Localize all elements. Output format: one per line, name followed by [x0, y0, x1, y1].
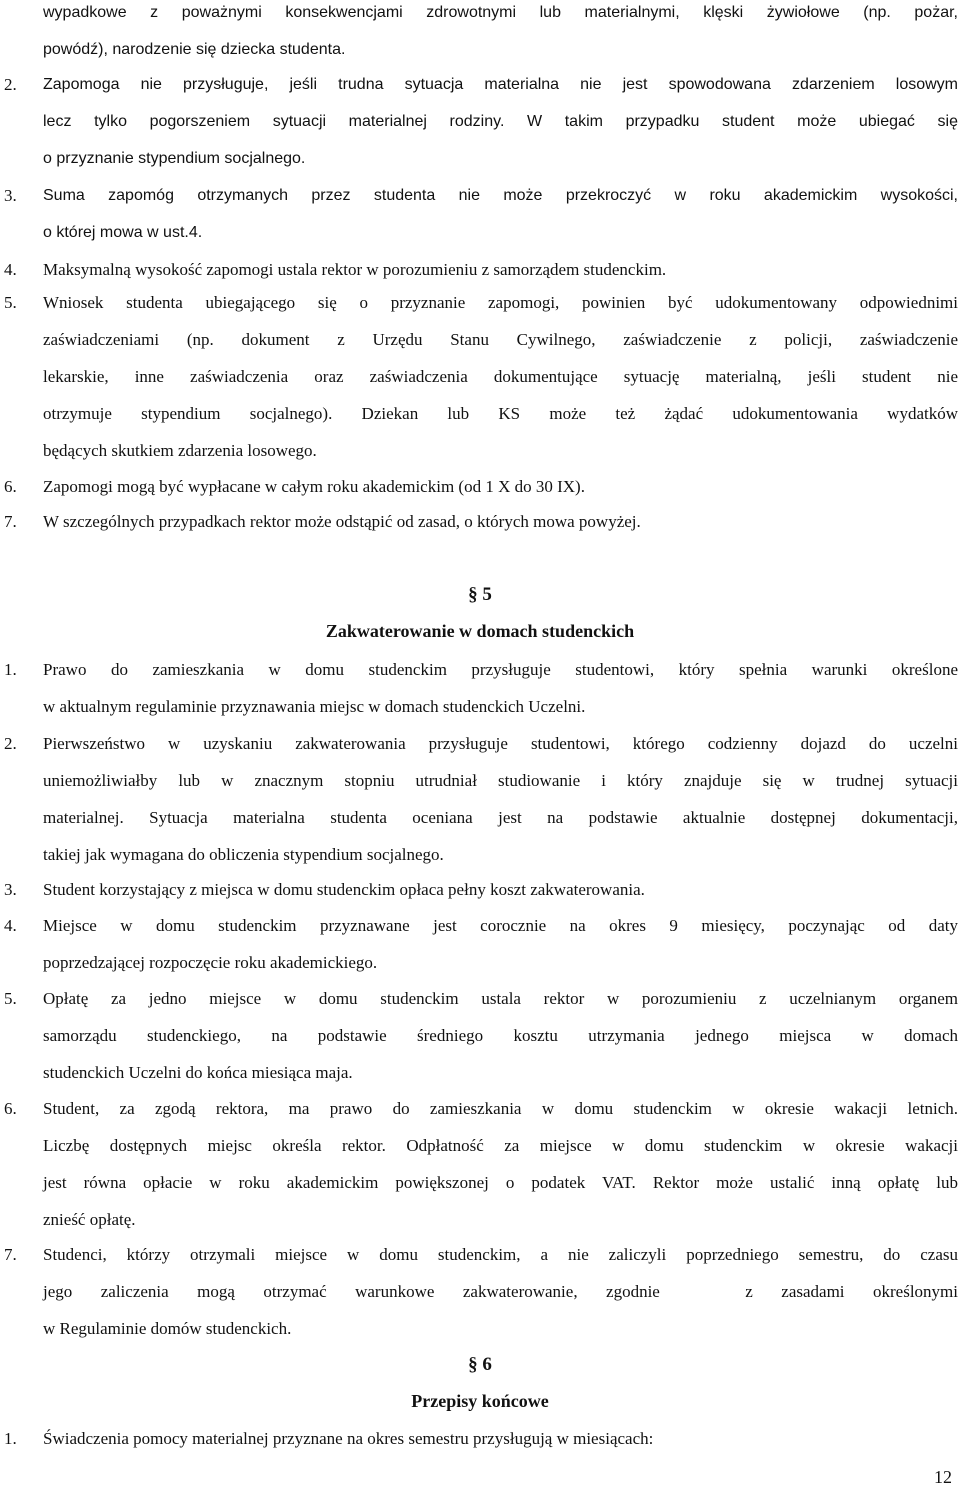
text-line: materialnej. Sytuacja materialna studenta oceniana jest na podstawie aktualnie dostępnej dokumentacji,	[43, 808, 958, 827]
text-line: otrzymuje stypendium socjalnego). Dziekan lub KS może też żądać udokumentowania wydatków	[43, 404, 958, 423]
text-line: w Regulaminie domów studenckich.	[43, 1319, 292, 1338]
text-line: Zapomogi mogą być wypłacane w całym roku akademickim (od 1 X do 30 IX).	[43, 477, 585, 496]
item-number: 6.	[4, 1099, 17, 1118]
section-title: Zakwaterowanie w domach studenckich	[325, 621, 635, 641]
text-line: Zapomoga nie przysługuje, jeśli trudna sytuacja materialna nie jest spowodowana zdarzeniem losowym	[43, 76, 958, 93]
text-line: Maksymalną wysokość zapomogi ustala rektor w porozumieniu z samorządem studenckim.	[43, 260, 667, 279]
text-line: uniemożliwiałby lub w znacznym stopniu utrudniał studiowanie i który znajduje się w trudnej sytuacji	[43, 771, 958, 790]
section-sign: § 6	[468, 1354, 492, 1375]
text-line: takiej jak wymagana do obliczenia stypendium socjalnego.	[43, 845, 444, 864]
text-line: w aktualnym regulaminie przyznawania miejsc w domach studenckich Uczelni.	[43, 697, 586, 716]
item-number: 5.	[4, 989, 17, 1008]
text-line: Suma zapomóg otrzymanych przez studenta nie może przekroczyć w roku akademickim wysokości,	[43, 187, 958, 204]
text-line: Student, za zgodą rektora, ma prawo do zamieszkania w domu studenckim w okresie wakacji letnich.	[43, 1099, 958, 1118]
text-line: o przyznanie stypendium socjalnego.	[43, 150, 306, 167]
text-line: Pierwszeństwo w uzyskaniu zakwaterowania przysługuje studentowi, którego codzienny dojazd do uczelni	[43, 734, 958, 753]
text-line: lekarskie, inne zaświadczenia oraz zaświadczenia dokumentujące sytuację materialną, jeśli student nie	[43, 367, 958, 386]
text-line: wypadkowe z poważnymi konsekwencjami zdrowotnymi lub materialnymi, klęski żywiołowe (np. pożar,	[43, 4, 958, 21]
item-number: 4.	[4, 916, 17, 935]
text-line: Wniosek studenta ubiegającego się o przyznanie zapomogi, powinien być udokumentowany odpowiednimi	[43, 293, 958, 312]
item-number: 6.	[4, 477, 17, 496]
text-line: zaświadczeniami (np. dokument z Urzędu Stanu Cywilnego, zaświadczenie z policji, zaświadczenie	[43, 330, 958, 349]
item-number: 1.	[4, 660, 17, 679]
text-line: Student korzystający z miejsca w domu studenckim opłaca pełny koszt zakwaterowania.	[43, 880, 645, 899]
text-line: Świadczenia pomocy materialnej przyznane na okres semestru przysługują w miesiącach:	[43, 1429, 654, 1448]
text-line: Studenci, którzy otrzymali miejsce w domu studenckim, a nie zaliczyli poprzedniego semestru, do czasu	[43, 1245, 958, 1264]
text-line: samorządu studenckiego, na podstawie średniego kosztu utrzymania jednego miejsca w domach	[43, 1026, 958, 1045]
text-line: powódź), narodzenie się dziecka studenta.	[43, 41, 346, 58]
item-number: 3.	[4, 186, 17, 205]
section-title: Przepisy końcowe	[411, 1391, 549, 1411]
text-line: jest równa opłacie w roku akademickim powiększonej o podatek VAT. Rektor może ustalić inną opłatę lub	[43, 1173, 958, 1192]
item-number: 2.	[4, 734, 17, 753]
item-number: 1.	[4, 1429, 17, 1448]
page-number: 12	[934, 1467, 952, 1487]
text-line: Opłatę za jedno miejsce w domu studenckim ustala rektor w porozumieniu z uczelnianym organem	[43, 989, 958, 1008]
item-number: 4.	[4, 260, 17, 279]
item-number: 3.	[4, 880, 17, 899]
item-number: 7.	[4, 1245, 17, 1264]
text-line: W szczególnych przypadkach rektor może odstąpić od zasad, o których mowa powyżej.	[43, 512, 641, 531]
text-line: o której mowa w ust.4.	[43, 224, 203, 241]
text-line: studenckich Uczelni do końca miesiąca maja.	[43, 1063, 353, 1082]
text-line: znieść opłatę.	[43, 1210, 136, 1229]
text-line: lecz tylko pogorszeniem sytuacji materialnej rodziny. W takim przypadku student może ubiegać się	[43, 113, 958, 130]
text-line: Liczbę dostępnych miejsc określa rektor. Odpłatność za miejsce w domu studenckim w okresie wakacji	[43, 1136, 958, 1155]
text-line: będących skutkiem zdarzenia losowego.	[43, 441, 317, 460]
text-line: poprzedzającej rozpoczęcie roku akademickiego.	[43, 953, 378, 972]
item-number: 5.	[4, 293, 17, 312]
item-number: 2.	[4, 75, 17, 94]
item-number: 7.	[4, 512, 17, 531]
text-line: Miejsce w domu studenckim przyznawane jest corocznie na okres 9 miesięcy, poczynając od daty	[43, 916, 958, 935]
section-sign: § 5	[468, 584, 492, 605]
text-line: jego zaliczenia mogą otrzymać warunkowe zakwaterowanie, zgodnie z zasadami określonymi	[43, 1282, 958, 1301]
text-line: Prawo do zamieszkania w domu studenckim przysługuje studentowi, który spełnia warunki określone	[43, 660, 958, 679]
